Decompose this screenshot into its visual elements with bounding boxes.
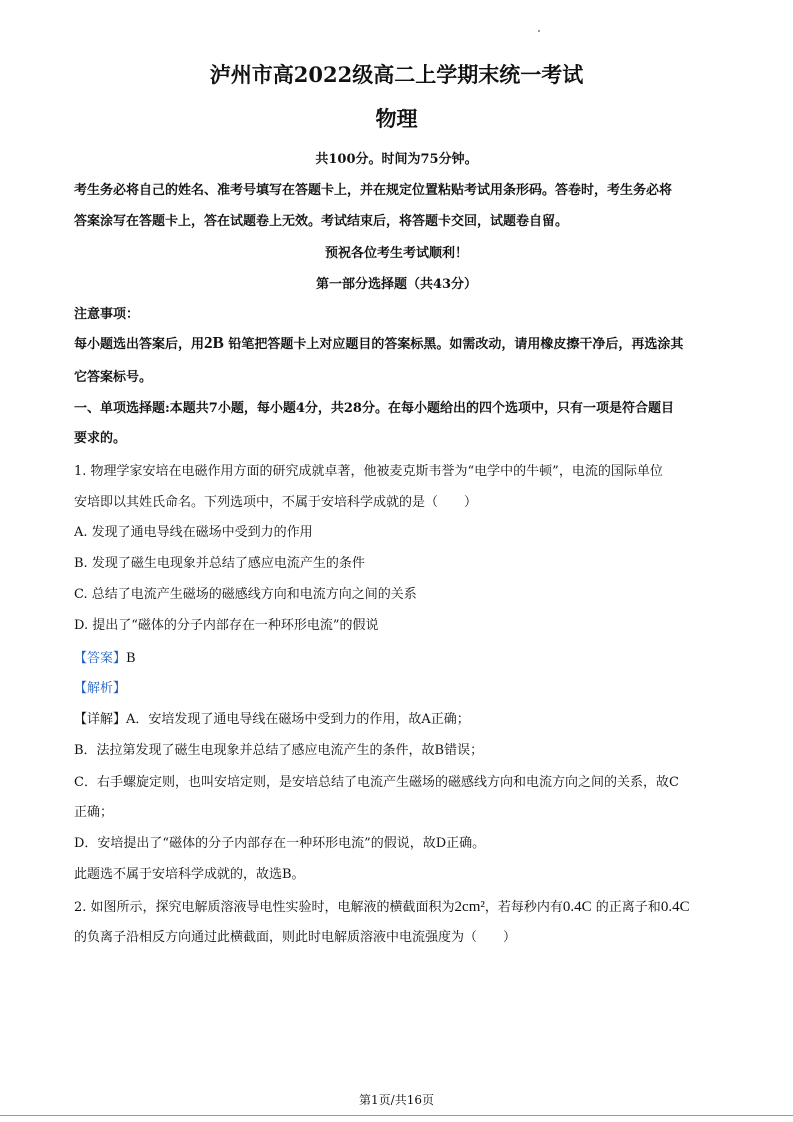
q2-stem-line-1 [74, 898, 724, 917]
q1-detail-d: D．安培提出了“磁体的分子内部存在一种环形电流”的假说，故D正确。 [74, 836, 486, 851]
footer-divider [0, 1115, 793, 1116]
q1-option-b: B. 发现了磁生电现象并总结了感应电流产生的条件 [74, 556, 365, 571]
instruction-line-1: 考生务必将自己的姓名、准考号填写在答题卡上，并在规定位置粘贴考试用条形码。答卷时，考生务必将 [74, 183, 673, 198]
q2-stem-b: ，若每秒内有 [484, 900, 563, 915]
q2-area: 2cm² [454, 899, 485, 915]
q1-detail-c-line-1: C．右手螺旋定则，也叫安培定则，是安培总结了电流产生磁场的磁感线方向和电流方向之间的关系，故C [74, 775, 679, 790]
detail-tag: 【详解】 [74, 712, 127, 727]
detail-a-text: A．安培发现了通电导线在磁场中受到力的作用，故A正确； [126, 712, 470, 727]
notice-line-1a: 每小题选出答案后，用 [74, 337, 205, 352]
q1-conclusion: 此题选不属于安培科学成就的，故选B。 [74, 867, 305, 882]
instruction-line-2: 答案涂写在答题卡上，答在试题卷上无效。考试结束后，将答题卡交回，试题卷自留。 [74, 214, 569, 229]
notice-line-1b: 铅笔把答题卡上对应题目的答案标黑。如需改动，请用橡皮擦干净后，再选涂其 [228, 337, 684, 352]
q1-answer [74, 650, 724, 668]
exam-title: 泸州市高2022级高二上学期末统一考试 [209, 62, 584, 87]
answer-value: B [126, 651, 136, 666]
section1-line-2: 要求的。 [74, 431, 127, 446]
score-time: 共100分。时间为75分钟。 [315, 152, 478, 167]
q2-stem-line-2: 的负离子沿相反方向通过此横截面，则此时电解质溶液中电流强度为（ ） [74, 930, 517, 945]
section1-line-1: 一、单项选择题:本题共7小题，每小题4分，共28分。在每小题给出的四个选项中，只有一项是符合题目 [74, 401, 674, 416]
wish-text: 预祝各位考生考试顺利！ [324, 246, 468, 261]
pencil-grade: 2B [204, 333, 224, 352]
notice-line-1 [74, 334, 724, 354]
q1-stem-line-1: 1. 物理学家安培在电磁作用方面的研究成就卓著，他被麦克斯韦誉为“电学中的牛顿”，电流的国际单位 [74, 464, 663, 479]
q2-charge-positive: 0.4C [562, 899, 592, 915]
q1-stem-line-2: 安培即以其姓氏命名。下列选项中，不属于安培科学成就的是（ ） [74, 495, 478, 510]
subject-title: 物理 [375, 106, 418, 131]
analysis-tag: 【解析】 [74, 681, 127, 696]
q1-detail-a [74, 711, 724, 729]
q1-detail-c-line-2: 正确； [74, 805, 114, 820]
part1-title: 第一部分选择题（共43分） [315, 277, 478, 292]
answer-tag: 【答案】 [74, 651, 127, 666]
q2-charge-negative: 0.4C [660, 899, 690, 915]
q1-option-a: A. 发现了通电导线在磁场中受到力的作用 [74, 525, 313, 540]
q1-detail-b: B．法拉第发现了磁生电现象并总结了感应电流产生的条件，故B错误； [74, 743, 484, 758]
q2-stem-a: 2. 如图所示，探究电解质溶液导电性实验时，电解液的横截面积为 [74, 900, 455, 915]
q1-option-c: C. 总结了电流产生磁场的磁感线方向和电流方向之间的关系 [74, 587, 417, 602]
notice-line-2: 它答案标号。 [74, 370, 153, 385]
notice-heading: 注意事项： [74, 307, 140, 322]
page-number: 第1页/共16页 [359, 1093, 434, 1107]
q2-stem-c: 的正离子和 [595, 900, 661, 915]
q1-option-d: D. 提出了“磁体的分子内部存在一种环形电流”的假说 [74, 618, 379, 633]
scan-dot [538, 30, 540, 32]
